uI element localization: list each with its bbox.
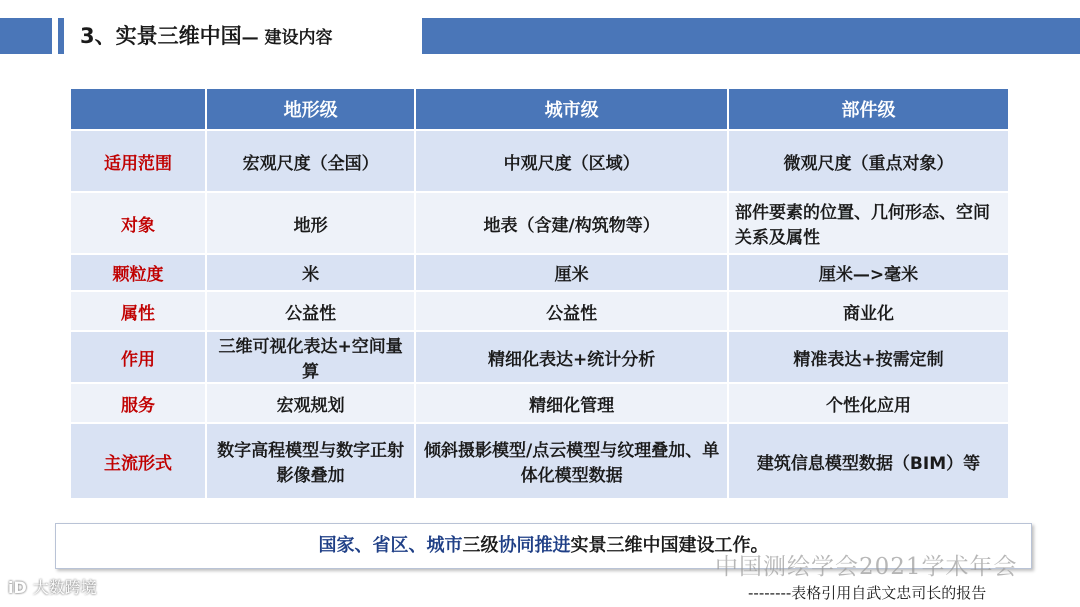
table-header-row [71,89,1008,129]
table-row [71,292,1008,330]
table-row [71,424,1008,498]
row-label: 作用 [71,332,205,382]
table-cell: 建筑信息模型数据（BIM）等 [729,424,1008,498]
row-label: 适用范围 [71,131,205,191]
table-row [71,332,1008,382]
header-component-level: 部件级 [729,89,1008,129]
table-cell: 精准表达+按需定制 [729,332,1008,382]
table-cell: 地形 [207,193,414,253]
table-cell: 公益性 [207,292,414,330]
page-title [80,18,333,54]
table-row [71,384,1008,422]
citation-note: --------表格引用自武文忠司长的报告 [748,584,987,602]
title-bar-divider [58,18,64,54]
table-row [71,131,1008,191]
table-cell: 中观尺度（区域） [416,131,727,191]
table-cell: 数字高程模型与数字正射影像叠加 [207,424,414,498]
table-cell: 微观尺度（重点对象） [729,131,1008,191]
table-cell: 精细化表达+统计分析 [416,332,727,382]
table-cell: 宏观尺度（全国） [207,131,414,191]
table-cell: 厘米—>毫米 [729,255,1008,290]
table-cell: 三维可视化表达+空间量算 [207,332,414,382]
table-cell: 精细化管理 [416,384,727,422]
table-cell: 公益性 [416,292,727,330]
table-cell: 宏观规划 [207,384,414,422]
table-cell: 倾斜摄影模型/点云模型与纹理叠加、单体化模型数据 [416,424,727,498]
row-label: 对象 [71,193,205,253]
table-cell: 米 [207,255,414,290]
table-cell: 地表（含建/构筑物等） [416,193,727,253]
title-bar-left [0,18,52,54]
row-label: 主流形式 [71,424,205,498]
header-corner [71,89,205,129]
summary-levels: 国家、省区、城市 [318,535,463,556]
page-title-main: 3、实景三维中国 [80,24,242,48]
summary-collaborate: 协同推进 [498,535,571,556]
table-row [71,255,1008,290]
content-table [69,87,1010,500]
row-label: 颗粒度 [71,255,205,290]
header-city-level: 城市级 [416,89,727,129]
conference-watermark: 中国测绘学会2021学术年会 [715,554,1018,580]
table-cell: 个性化应用 [729,384,1008,422]
summary-rest: 实景三维中国建设工作。 [570,535,769,556]
table-cell: 部件要素的位置、几何形态、空间关系及属性 [729,193,1008,253]
brand-watermark [8,575,97,598]
title-bar-right [422,18,1080,54]
row-label: 属性 [71,292,205,330]
header-terrain-level: 地形级 [207,89,414,129]
summary-three-tier: 三级 [462,535,499,556]
table-cell: 商业化 [729,292,1008,330]
table-row [71,193,1008,253]
brand-logo-icon: iD [8,578,27,597]
brand-name: 大数跨境 [32,578,97,597]
page-title-sub: — 建设内容 [241,28,333,48]
table-cell: 厘米 [416,255,727,290]
row-label: 服务 [71,384,205,422]
